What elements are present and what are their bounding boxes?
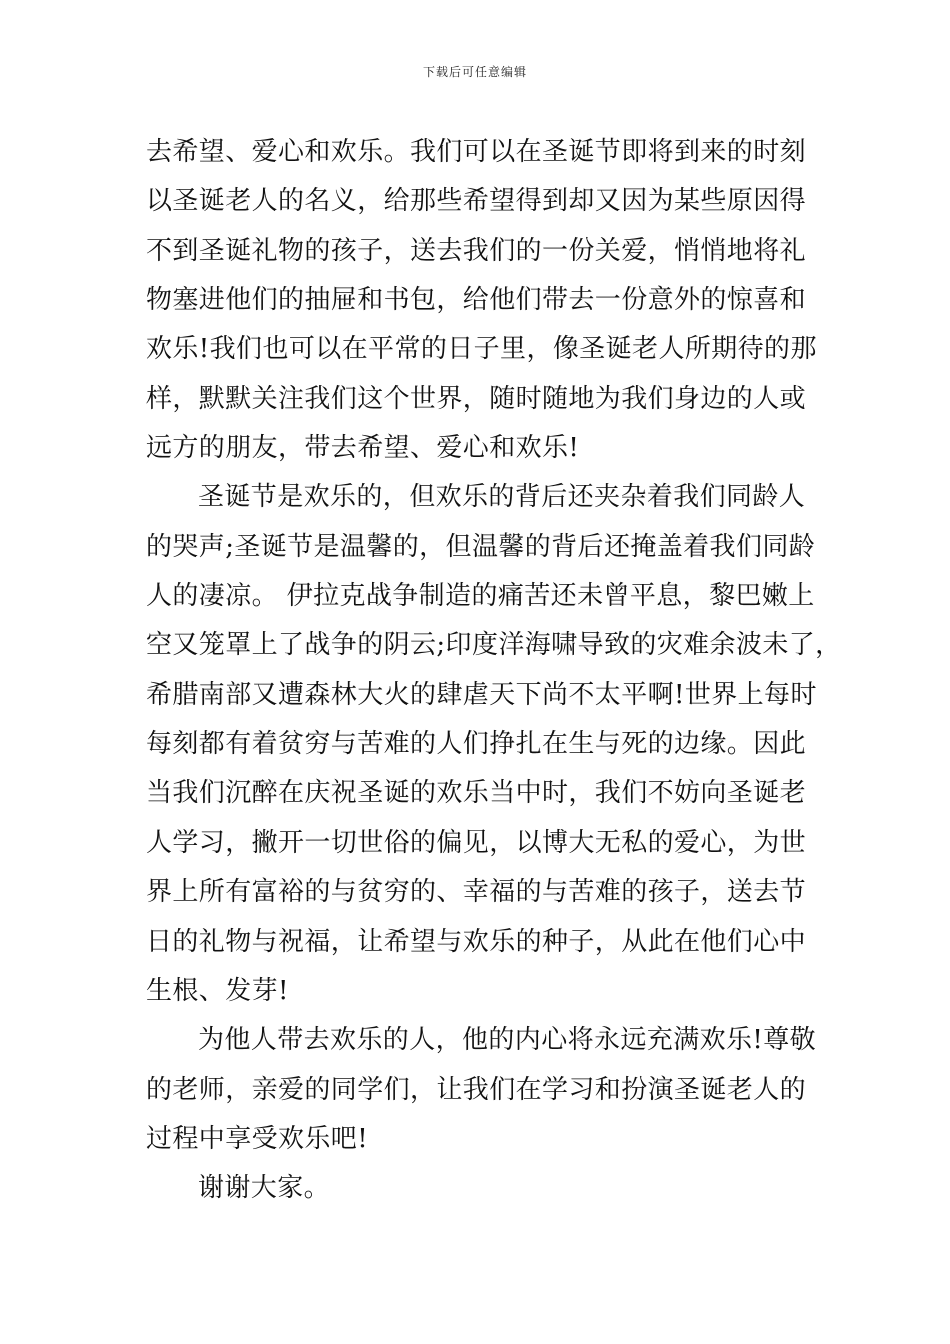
body-text [146, 128, 842, 1214]
text-line: 界上所有富裕的与贫穷的、幸福的与苦难的孩子，送去节 [146, 877, 807, 908]
paragraph-first-line: 为他人带去欢乐的人，他的内心将永远充满欢乐!尊敬 [198, 1025, 817, 1056]
text-line: 样，默默关注我们这个世界，随时随地为我们身边的人或 [146, 383, 807, 414]
text-line: 物塞进他们的抽屉和书包，给他们带去一份意外的惊喜和 [146, 285, 807, 316]
text-line: 欢乐!我们也可以在平常的日子里，像圣诞老人所期待的那 [146, 334, 817, 365]
page-header: 下载后可任意编辑 [422, 65, 527, 79]
text-line: 人的凄凉。 伊拉克战争制造的痛苦还未曾平息，黎巴嫩上 [146, 581, 815, 612]
paragraph-first-line: 圣诞节是欢乐的，但欢乐的背后还夹杂着我们同龄人 [198, 482, 806, 513]
text-line: 的老师，亲爱的同学们，让我们在学习和扮演圣诞老人的 [146, 1074, 807, 1105]
text-line: 空又笼罩上了战争的阴云;印度洋海啸导致的灾难余波未了， [146, 630, 842, 661]
text-line: 不到圣诞礼物的孩子，送去我们的一份关爱，悄悄地将礼 [146, 235, 807, 266]
text-line: 每刻都有着贫穷与苦难的人们挣扎在生与死的边缘。因此 [146, 729, 807, 760]
text-line: 以圣诞老人的名义，给那些希望得到却又因为某些原因得 [146, 186, 807, 217]
text-line: 日的礼物与祝福，让希望与欢乐的种子，从此在他们心中 [146, 926, 807, 957]
text-line: 去希望、爱心和欢乐。我们可以在圣诞节即将到来的时刻 [146, 137, 807, 167]
text-line: 远方的朋友，带去希望、爱心和欢乐! [146, 433, 580, 464]
text-line: 当我们沉醉在庆祝圣诞的欢乐当中时，我们不妨向圣诞老 [146, 778, 807, 809]
closing-line: 谢谢大家。 [198, 1173, 331, 1204]
text-line: 的哭声;圣诞节是温馨的，但温馨的背后还掩盖着我们同龄 [146, 531, 816, 562]
text-line: 人学习，撇开一切世俗的偏见，以博大无私的爱心，为世 [146, 827, 807, 858]
text-line: 生根、发芽! [146, 975, 289, 1006]
text-line: 希腊南部又遭森林大火的肆虐天下尚不太平啊!世界上每时 [146, 679, 817, 710]
text-line: 过程中享受欢乐吧! [146, 1123, 369, 1154]
